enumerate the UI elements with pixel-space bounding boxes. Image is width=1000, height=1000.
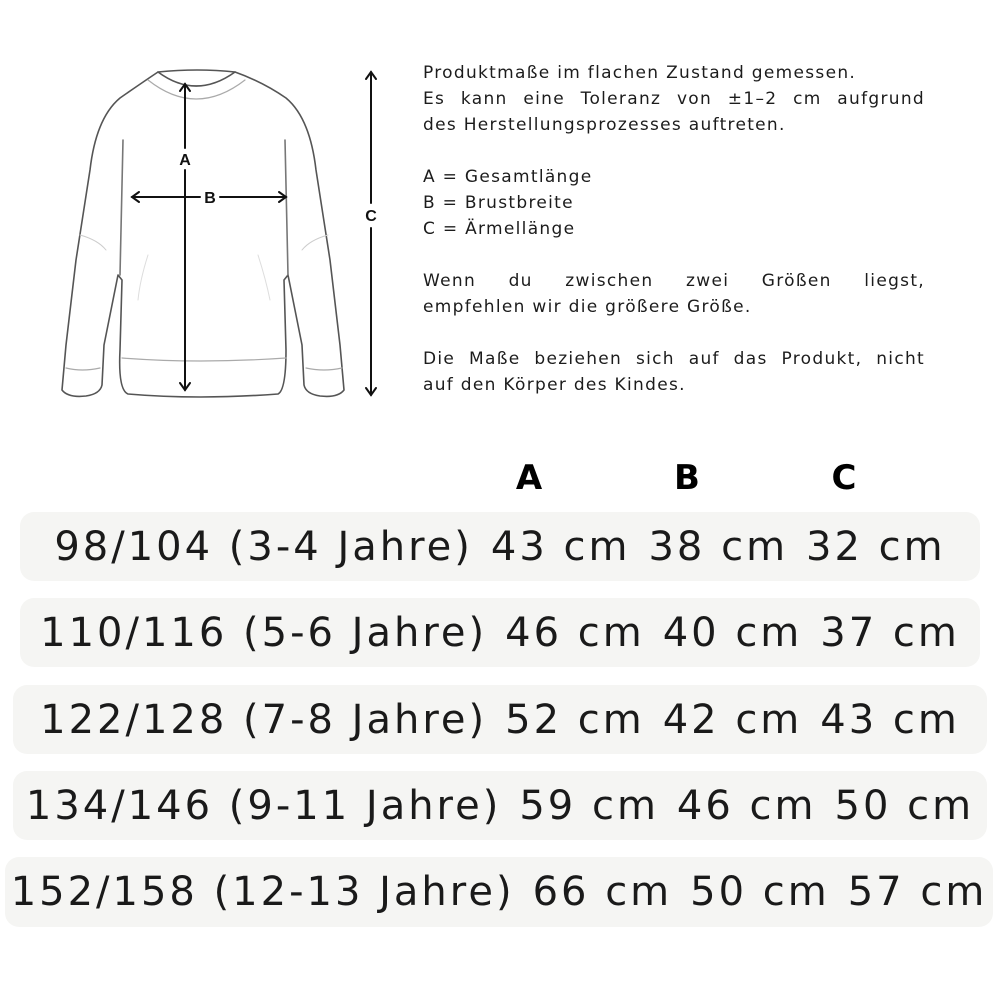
table-row xyxy=(5,857,993,927)
column-header-b: B xyxy=(674,458,700,498)
value-c: 43 cm xyxy=(820,696,960,743)
label-b: B xyxy=(204,190,216,207)
value-c: 32 cm xyxy=(806,523,946,570)
sweatshirt-outline-icon xyxy=(48,60,388,410)
note-line-2: Es kann eine Toleranz von ±1–2 cm aufgrund xyxy=(423,89,925,109)
size-label: 122/128 (7-8 Jahre) xyxy=(40,696,488,743)
note-line-1: Produktmaße im flachen Zustand gemessen. xyxy=(423,63,857,83)
advice-line-2: empfehlen wir die größere Größe. xyxy=(423,297,752,317)
value-a: 43 cm xyxy=(490,523,631,570)
note-line-3: des Herstellungsprozesses auftreten. xyxy=(423,115,786,135)
column-header-c: C xyxy=(831,458,857,498)
value-b: 46 cm xyxy=(676,782,817,829)
value-b: 40 cm xyxy=(662,609,803,656)
value-c: 37 cm xyxy=(820,609,960,656)
advice-line-1: Wenn du zwischen zwei Größen liegst, xyxy=(423,271,925,291)
value-c: 50 cm xyxy=(834,782,975,829)
size-advice xyxy=(423,268,925,320)
product-note xyxy=(423,346,925,398)
legend-c: C = Ärmellänge xyxy=(423,219,576,239)
label-a: A xyxy=(179,152,191,169)
product-note-line-1: Die Maße beziehen sich auf das Produkt, nicht xyxy=(423,349,925,369)
value-b: 50 cm xyxy=(690,869,830,915)
table-row xyxy=(13,771,987,840)
column-header-a: A xyxy=(515,458,543,498)
table-row xyxy=(13,685,987,754)
product-note-line-2: auf den Körper des Kindes. xyxy=(423,375,686,395)
value-c: 57 cm xyxy=(847,869,988,915)
size-label: 98/104 (3-4 Jahre) xyxy=(54,523,473,570)
size-label: 152/158 (12-13 Jahre) xyxy=(10,869,515,915)
legend-a: A = Gesamtlänge xyxy=(423,167,593,187)
sweatshirt-diagram xyxy=(48,60,388,410)
value-a: 59 cm xyxy=(519,782,659,829)
measurement-info xyxy=(423,60,925,424)
label-c: C xyxy=(365,208,377,225)
value-a: 52 cm xyxy=(505,696,645,743)
value-b: 38 cm xyxy=(648,523,789,570)
legend-b: B = Brustbreite xyxy=(423,193,574,213)
table-row xyxy=(20,512,980,581)
value-b: 42 cm xyxy=(662,696,803,743)
table-header xyxy=(0,458,1000,502)
legend xyxy=(423,164,925,242)
value-a: 66 cm xyxy=(532,869,673,915)
value-a: 46 cm xyxy=(505,609,645,656)
size-label: 110/116 (5-6 Jahre) xyxy=(40,609,488,656)
size-label: 134/146 (9-11 Jahre) xyxy=(25,782,502,829)
table-row xyxy=(20,598,980,667)
measurement-note xyxy=(423,60,925,138)
